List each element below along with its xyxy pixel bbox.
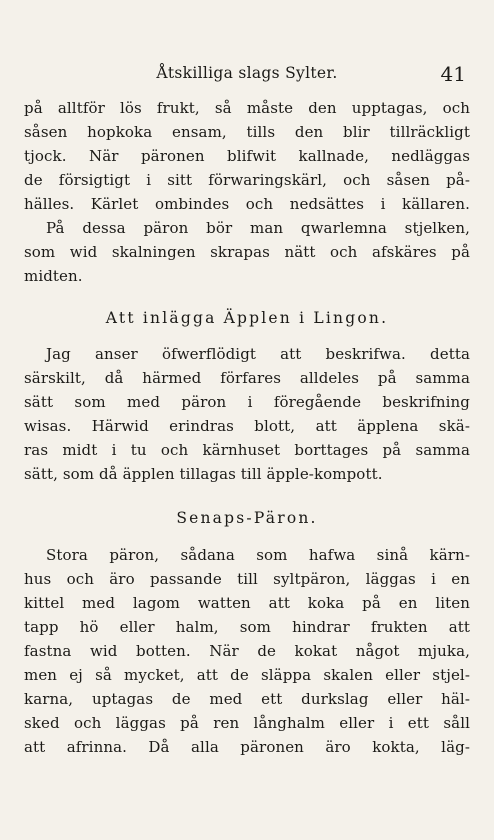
text-line: kittel med lagom watten att koka på en liten bbox=[24, 594, 470, 612]
text-line: På dessa päron bör man qwarlemna stjelken, bbox=[46, 219, 470, 237]
text-line: hus och äro passande till syltpäron, läggas i en bbox=[24, 570, 470, 588]
text-line: karna, uptagas de med ett durkslag eller häl- bbox=[24, 690, 470, 708]
text-line: tjock. När päronen blifwit kallnade, nedläggas bbox=[24, 147, 470, 165]
text-line: som wid skalningen skrapas nätt och afskäres på bbox=[24, 243, 470, 261]
page-header bbox=[24, 62, 470, 88]
text-line: wisas. Härwid erindras blott, att äpplena skä- bbox=[24, 417, 470, 435]
section-heading-apples-lingonberries: Att inlägga Äpplen i Lingon. bbox=[105, 309, 389, 327]
text-line: Stora päron, sådana som hafwa sinå kärn- bbox=[46, 546, 470, 564]
text-line: såsen hopkoka ensam, tills den blir tillräckligt bbox=[24, 123, 470, 141]
paragraph-mustard-pears bbox=[24, 543, 470, 759]
running-title: Åtskilliga slags Sylter. bbox=[156, 64, 338, 82]
text-line: hälles. Kärlet ombindes och nedsättes i källaren. bbox=[24, 195, 470, 213]
text-line: fastna wid botten. När de kokat något mjuka, bbox=[24, 642, 470, 660]
text-line: att afrinna. Då alla päronen äro kokta, läg- bbox=[24, 738, 470, 756]
text-line: de försigtigt i sitt förwaringskärl, och såsen på- bbox=[24, 171, 470, 189]
paragraph-pear-sauce bbox=[24, 96, 470, 288]
text-line: Jag anser öfwerflödigt att beskrifwa. detta bbox=[46, 345, 470, 363]
text-line: på alltför lös frukt, så måste den upptagas, och bbox=[24, 99, 470, 117]
text-line: sked och läggas på ren långhalm eller i ett såll bbox=[24, 714, 470, 732]
text-line: sätt som med päron i föregående beskrifning bbox=[24, 393, 470, 411]
text-line: särskilt, då härmed förfares alldeles på samma bbox=[24, 369, 470, 387]
page-number: 41 bbox=[440, 62, 466, 86]
text-line: tapp hö eller halm, som hindrar frukten att bbox=[24, 618, 470, 636]
text-line: men ej så mycket, att de släppa skalen eller stjel- bbox=[24, 666, 470, 684]
text-line: sätt, som då äpplen tillagas till äpple-kompott. bbox=[24, 465, 383, 483]
paragraph-apples bbox=[24, 342, 470, 486]
text-line: ras midt i tu och kärnhuset borttages på samma bbox=[24, 441, 470, 459]
text-line: midten. bbox=[24, 267, 83, 285]
section-heading-mustard-pears: Senaps-Päron. bbox=[176, 509, 318, 527]
